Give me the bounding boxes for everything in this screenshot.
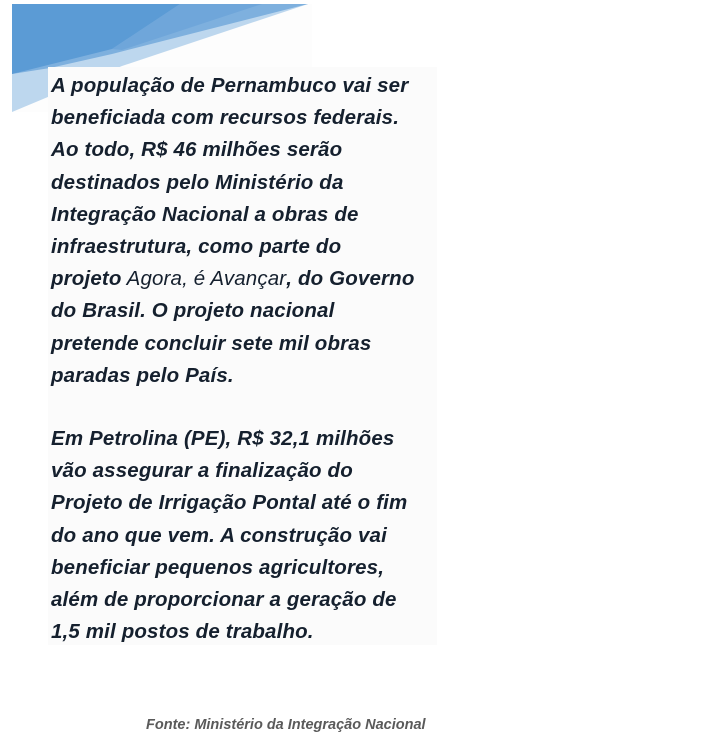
text-line: do ano que vem. A construção vai — [51, 523, 387, 547]
text-line: paradas pelo País. — [51, 363, 234, 387]
text-line: infraestrutura, como parte do — [51, 235, 342, 259]
text-line: do Brasil. O projeto nacional — [51, 299, 335, 323]
project-name-emphasis: Agora, é Avançar — [121, 267, 287, 291]
text-line: Ao todo, R$ 46 milhões serão — [51, 138, 343, 162]
text-line: Projeto de Irrigação Pontal até o fim — [51, 491, 408, 515]
text-line: vão assegurar a finalização do — [51, 459, 353, 483]
text-line: destinados pelo Ministério da — [51, 170, 344, 194]
text-fragment: projeto — [51, 267, 122, 291]
text-line: além de proporcionar a geração de — [51, 588, 397, 612]
text-line: Em Petrolina (PE), R$ 32,1 milhões — [51, 427, 395, 450]
source-footer: Fonte: Ministério da Integração Nacional — [146, 717, 426, 733]
text-fragment: , do Governo — [286, 267, 415, 291]
text-line: 1,5 mil postos de trabalho. — [51, 620, 314, 644]
text-line: beneficiar pequenos agricultores, — [51, 555, 385, 579]
text-line: beneficiada com recursos federais. — [51, 106, 400, 130]
text-line: A população de Pernambuco vai ser — [51, 74, 409, 97]
text-line: Integração Nacional a obras de — [51, 202, 359, 226]
text-line-mixed — [51, 263, 443, 295]
paragraph-pernambuco-funding — [51, 70, 443, 392]
paragraph-petrolina-project — [51, 423, 443, 648]
text-line: pretende concluir sete mil obras — [51, 331, 372, 355]
article-text-box — [48, 67, 437, 645]
